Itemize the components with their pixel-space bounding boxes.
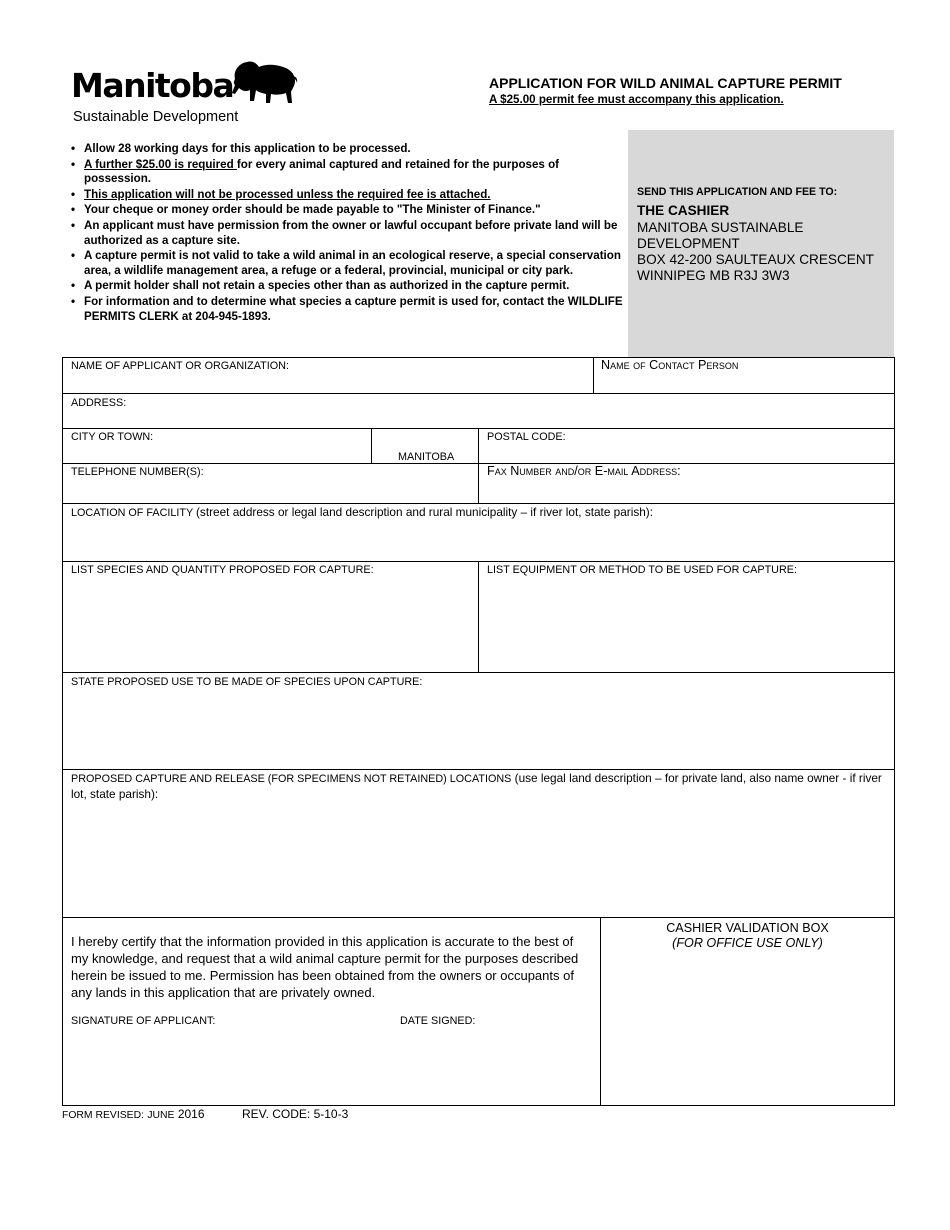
signature-field[interactable]: SIGNATURE OF APPLICANT:: [71, 1015, 216, 1027]
form-revised: FORM REVISED: JUNE 2016: [62, 1107, 205, 1121]
logo-subtitle: Sustainable Development: [73, 109, 239, 125]
cashier-validation-title: CASHIER VALIDATION BOX: [666, 921, 829, 935]
release-locations-field[interactable]: PROPOSED CAPTURE AND RELEASE (FOR SPECIMENS NOT RETAINED) LOCATIONS (use legal land description – for private land, also name owner - if river lot, state parish):: [71, 771, 882, 801]
species-quantity-field[interactable]: LIST SPECIES AND QUANTITY PROPOSED FOR CAPTURE:: [71, 564, 374, 576]
instruction-item: • This application will not be processed unless the required fee is attached.: [70, 188, 626, 203]
address-line-1: MANITOBA SUSTAINABLE: [637, 220, 804, 235]
address-line-3: BOX 42-200 SAULTEAUX CRESCENT: [637, 252, 874, 267]
date-signed-field[interactable]: DATE SIGNED:: [400, 1015, 476, 1027]
form-title: APPLICATION FOR WILD ANIMAL CAPTURE PERMIT: [489, 75, 842, 91]
address-line-2: DEVELOPMENT: [637, 236, 740, 251]
revision-code: REV. CODE: 5-10-3: [242, 1107, 349, 1121]
instructions-list: [70, 142, 626, 325]
contact-person-field[interactable]: Name of Contact Person: [601, 358, 739, 372]
address-line-4: WINNIPEG MB R3J 3W3: [637, 268, 790, 283]
province-value: MANITOBA: [398, 451, 455, 463]
capture-equipment-field[interactable]: LIST EQUIPMENT OR METHOD TO BE USED FOR CAPTURE:: [487, 564, 797, 576]
instruction-item: • An applicant must have permission from the owner or lawful occupant before private land will be authorized as a capture site.: [70, 219, 626, 248]
fee-note: A $25.00 permit fee must accompany this application.: [489, 93, 784, 106]
instruction-item: • A permit holder shall not retain a species other than as authorized in the capture permit.: [70, 279, 626, 294]
facility-location-field[interactable]: LOCATION OF FACILITY (street address or legal land description and rural municipality – if river lot, state parish):: [71, 505, 654, 519]
cashier-name: THE CASHIER: [637, 203, 730, 218]
instruction-item: • Allow 28 working days for this application to be processed.: [70, 142, 626, 157]
postal-code-field[interactable]: POSTAL CODE:: [487, 431, 566, 443]
send-to-panel: [628, 130, 894, 357]
cashier-validation-note: (FOR OFFICE USE ONLY): [672, 936, 823, 950]
certification-statement: I hereby certify that the information provided in this application is accurate to the best of my knowledge, and request that a wild animal capture permit for the purposes described herein be issued to me. Permission has been obtained from the owners or occupants of any lands in this application that are privately owned.: [71, 934, 579, 1000]
send-to-label: SEND THIS APPLICATION AND FEE TO:: [637, 186, 838, 198]
address-field[interactable]: ADDRESS:: [71, 397, 127, 409]
manitoba-logo: [71, 58, 303, 130]
instruction-item: • A capture permit is not valid to take a wild animal in an ecological reserve, a special conservation area, a wildlife management area, a refuge or a federal, provincial, municipal or city park.: [70, 249, 626, 278]
applicant-name-field[interactable]: NAME OF APPLICANT OR ORGANIZATION:: [71, 360, 289, 372]
telephone-field[interactable]: TELEPHONE NUMBER(S):: [71, 466, 204, 478]
fax-email-field[interactable]: Fax Number and/or E-mail Address:: [487, 464, 681, 478]
instruction-item: • A further $25.00 is required for every animal captured and retained for the purposes of possession.: [70, 158, 626, 187]
instruction-item: • For information and to determine what species a capture permit is used for, contact the WILDLIFE PERMITS CLERK at 204-945-1893.: [70, 295, 626, 324]
city-field[interactable]: CITY OR TOWN:: [71, 431, 154, 443]
bison-icon: [229, 59, 299, 107]
logo-wordmark: Manitoba: [71, 66, 234, 105]
instruction-item: • Your cheque or money order should be made payable to "The Minister of Finance.": [70, 203, 626, 218]
proposed-use-field[interactable]: STATE PROPOSED USE TO BE MADE OF SPECIES UPON CAPTURE:: [71, 676, 423, 688]
